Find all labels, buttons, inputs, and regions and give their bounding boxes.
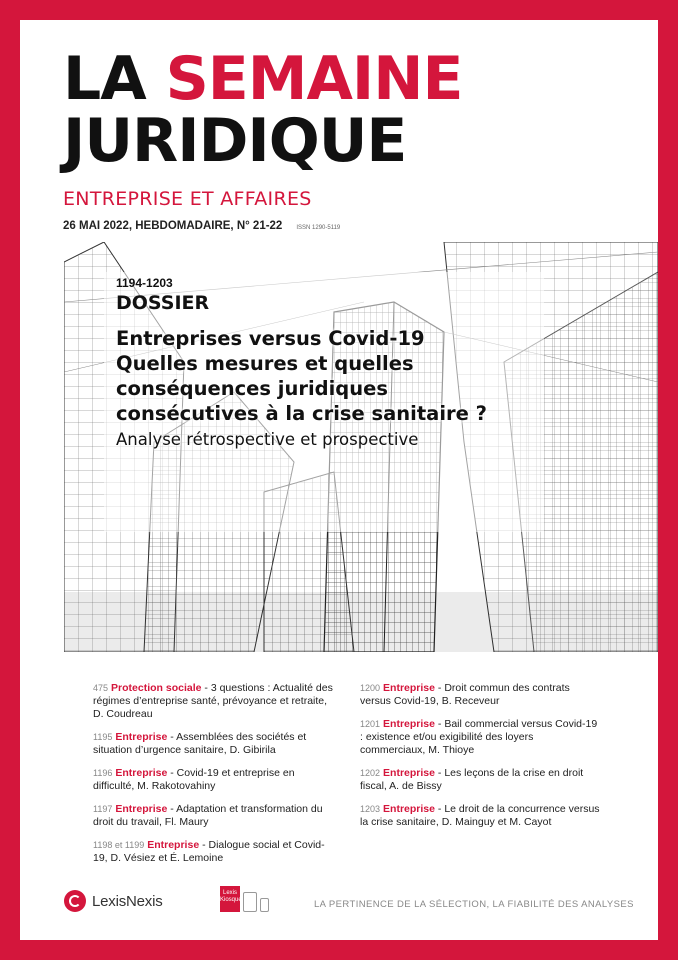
- entry-rubric: Entreprise: [383, 803, 435, 815]
- dossier-title: [116, 326, 586, 426]
- entry-ref: 1201: [360, 719, 381, 729]
- contents-left-column: [93, 682, 333, 875]
- entry-rubric: Entreprise: [115, 803, 168, 815]
- dossier-title-line: consécutives à la crise sanitaire ?: [116, 402, 487, 425]
- entry-ref: 1197: [93, 804, 113, 814]
- entry-text: Dialogue social et Covid-19, D. Vésiez et É. Lemoine: [93, 839, 325, 864]
- contents-entry[interactable]: 1196 Entreprise - Covid-19 et entreprise en difficulté, M. Rakotovahiny: [93, 767, 295, 792]
- entry-ref: 1202: [360, 768, 381, 778]
- dossier-subtitle: Analyse rétrospective et prospective: [116, 430, 419, 449]
- entry-ref: 1195: [93, 732, 113, 742]
- tablet-icon: [243, 892, 257, 912]
- entry-text: Bail commercial versus Covid-19 : existence et/ou exigibilité des loyers commerciaux, M. Thioye: [360, 718, 598, 756]
- dossier-block: [116, 276, 586, 449]
- dossier-title-line: Entreprises versus Covid-19: [116, 327, 425, 350]
- contents-entry[interactable]: 475 Protection sociale - 3 questions : Actualité des régimes d’entreprise santé, prévoyance et retraite, D. Coudreau: [93, 682, 333, 720]
- entry-text: Le droit de la concurrence versus la crise sanitaire, D. Mainguy et M. Cayot: [360, 803, 600, 828]
- entry-ref: 475: [93, 683, 109, 693]
- masthead-juridique: JURIDIQUE: [63, 106, 407, 176]
- lexisnexis-logo[interactable]: [64, 890, 163, 912]
- entry-text: Adaptation et transformation du droit du travail, Fl. Maury: [93, 803, 323, 828]
- issue-date: 26 MAI 2022, HEBDOMADAIRE, N° 21-22: [63, 220, 283, 232]
- dossier-ref: 1194-1203: [116, 276, 173, 290]
- masthead-la: LA: [63, 44, 166, 114]
- entry-rubric: Entreprise: [147, 839, 200, 851]
- entry-rubric: Entreprise: [383, 682, 435, 694]
- footer: [64, 880, 634, 920]
- contents-right-column: [360, 682, 600, 839]
- phone-icon: [260, 898, 269, 912]
- contents-entry[interactable]: 1198 et 1199 Entreprise - Dialogue social et Covid-19, D. Vésiez et É. Lemoine: [93, 839, 325, 864]
- entry-rubric: Entreprise: [383, 718, 435, 730]
- dossier-title-line: conséquences juridiques: [116, 377, 388, 400]
- publication-subtitle: ENTREPRISE ET AFFAIRES: [63, 188, 312, 210]
- kiosque-line-2: Kiosque: [220, 897, 242, 903]
- contents-entry[interactable]: 1202 Entreprise - Les leçons de la crise en droit fiscal, A. de Bissy: [360, 767, 584, 792]
- masthead-semaine: SEMAINE: [165, 44, 463, 114]
- issue-line: [63, 220, 340, 232]
- contents-entry[interactable]: 1197 Entreprise - Adaptation et transformation du droit du travail, Fl. Maury: [93, 803, 323, 828]
- issn: ISSN 1290-5119: [296, 225, 341, 231]
- publisher-name: LexisNexis: [92, 892, 163, 910]
- entry-rubric: Protection sociale: [111, 682, 202, 694]
- entry-ref: 1203: [360, 804, 381, 814]
- entry-rubric: Entreprise: [383, 767, 435, 779]
- entry-ref: 1198 et 1199: [93, 840, 145, 850]
- dossier-title-line: Quelles mesures et quelles: [116, 352, 414, 375]
- kiosque-badge-icon: [220, 886, 240, 912]
- tagline: LA PERTINENCE DE LA SÉLECTION, LA FIABILITÉ DES ANALYSES: [314, 899, 634, 910]
- entry-text: 3 questions : Actualité des régimes d’entreprise santé, prévoyance et retraite, D. Coudreau: [93, 682, 333, 720]
- masthead: [63, 44, 463, 176]
- contents-entry[interactable]: 1195 Entreprise - Assemblées des sociétés et situation d’urgence sanitaire, D. Gibirila: [93, 731, 307, 756]
- masthead-line-1: [63, 44, 463, 114]
- entry-ref: 1200: [360, 683, 381, 693]
- entry-text: Assemblées des sociétés et situation d’urgence sanitaire, D. Gibirila: [93, 731, 307, 756]
- cover-illustration: [64, 242, 658, 652]
- lexis-kiosque[interactable]: [220, 886, 269, 912]
- lexisnexis-icon: [64, 890, 86, 912]
- kiosque-line-1: Lexis: [222, 890, 237, 896]
- entry-ref: 1196: [93, 768, 113, 778]
- contents-entry[interactable]: 1201 Entreprise - Bail commercial versus Covid-19 : existence et/ou exigibilité des loyers commerciaux, M. Thioye: [360, 718, 598, 756]
- contents-entry[interactable]: 1203 Entreprise - Le droit de la concurrence versus la crise sanitaire, D. Mainguy et M. Cayot: [360, 803, 600, 828]
- entry-rubric: Entreprise: [115, 731, 168, 743]
- contents-entry[interactable]: 1200 Entreprise - Droit commun des contrats versus Covid-19, B. Receveur: [360, 682, 570, 707]
- entry-text: Droit commun des contrats versus Covid-19, B. Receveur: [360, 682, 570, 707]
- entry-text: Les leçons de la crise en droit fiscal, A. de Bissy: [360, 767, 584, 792]
- entry-text: Covid-19 et entreprise en difficulté, M. Rakotovahiny: [93, 767, 295, 792]
- entry-rubric: Entreprise: [115, 767, 168, 779]
- dossier-label: DOSSIER: [116, 292, 210, 314]
- cover-page: [20, 20, 658, 940]
